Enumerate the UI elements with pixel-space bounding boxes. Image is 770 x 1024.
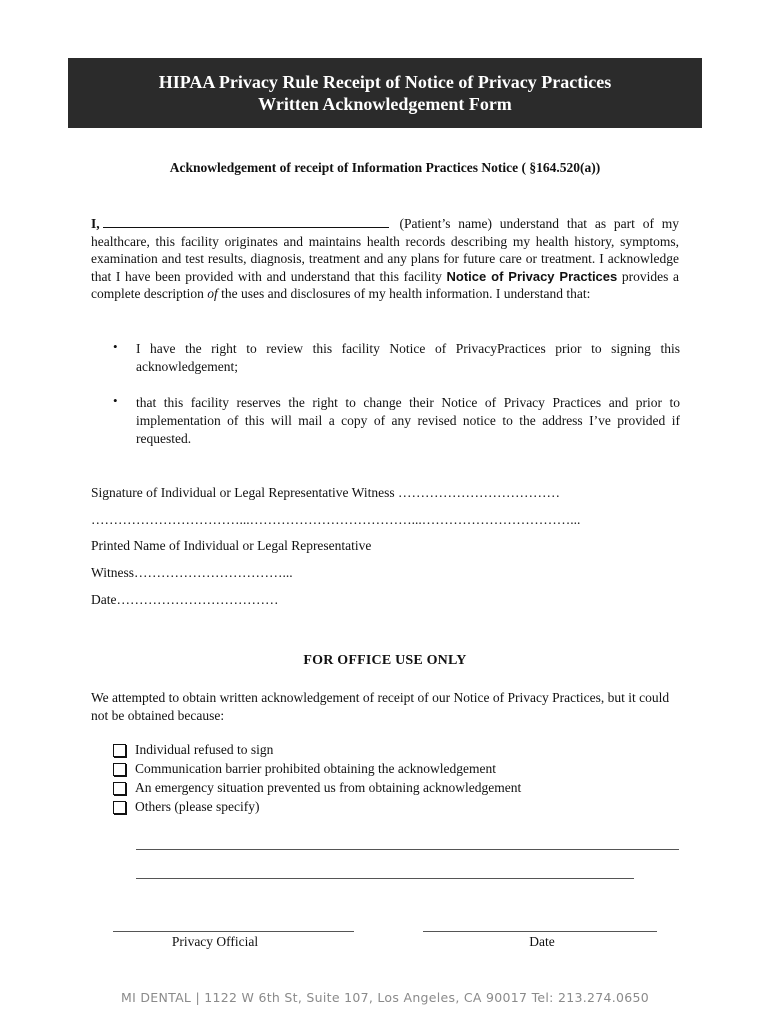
intro-paragraph <box>91 213 679 303</box>
option-communication-barrier[interactable] <box>113 760 496 778</box>
form-title-line2: Written Acknowledgement Form <box>258 94 512 114</box>
checkbox-icon[interactable] <box>113 782 126 795</box>
option-emergency[interactable] <box>113 779 521 797</box>
checkbox-icon[interactable] <box>113 801 126 814</box>
option-label: Communication barrier prohibited obtaining the acknowledgement <box>135 761 497 776</box>
witness-line[interactable]: Witness……………………………... <box>91 565 293 580</box>
date-signature-line[interactable] <box>423 931 657 932</box>
form-header <box>68 58 702 128</box>
date-line[interactable]: Date……………………………… <box>91 592 279 607</box>
form-title-line1: HIPAA Privacy Rule Receipt of Notice of Privacy Practices <box>158 72 612 92</box>
specify-line-2[interactable] <box>136 878 634 879</box>
intro-italic-word: of <box>207 286 218 301</box>
privacy-official-label: Privacy Official <box>171 934 259 949</box>
date-label: Date <box>529 934 555 949</box>
intro-text-mid: provides a complete description <box>91 268 680 301</box>
bullet-2-symbol: • <box>113 393 118 408</box>
office-use-title: FOR OFFICE USE ONLY <box>303 653 467 668</box>
signature-dots-line[interactable]: ……………………………...………………………………...……………………………... <box>91 512 581 527</box>
option-label: Individual refused to sign <box>135 742 274 757</box>
checkbox-icon[interactable] <box>113 744 126 757</box>
option-label: Others (please specify) <box>135 799 260 814</box>
privacy-official-signature-line[interactable] <box>113 931 354 932</box>
intro-text: (Patient’s name) understand that as part of my healthcare, this facility originates and maintains health records describing my health history, symptoms, examination and test results, diagnosis, treatment and any plans for future care or treatment. I acknowledge that I have been provided with and understand that this facility <box>91 216 680 284</box>
bullet-1: I have the right to review this facility Notice of PrivacyPractices prior to signing this acknowledgement; <box>136 341 680 374</box>
option-others[interactable] <box>113 798 259 816</box>
option-label: An emergency situation prevented us from obtaining acknowledgement <box>135 780 522 795</box>
footer-address: MI DENTAL | 1122 W 6th St, Suite 107, Los Angeles, CA 90017 Tel: 213.274.0650 <box>120 990 650 1005</box>
specify-line-1[interactable] <box>136 849 679 850</box>
notice-phrase: Notice of Privacy Practices <box>446 268 618 284</box>
checkbox-icon[interactable] <box>113 763 126 776</box>
printed-name-label: Printed Name of Individual or Legal Representative <box>91 538 372 553</box>
form-subtitle: Acknowledgement of receipt of Information Practices Notice ( §164.520(a)) <box>169 160 601 175</box>
bullet-2: that this facility reserves the right to change their Notice of Privacy Practices and prior to implementation of this will mail a copy of any revised notice to the address I’ve provided if requested. <box>136 395 680 446</box>
intro-prefix: I, <box>91 216 100 231</box>
patient-name-field[interactable] <box>103 213 389 228</box>
signature-line[interactable]: Signature of Individual or Legal Representative Witness ……………………………… <box>91 485 560 500</box>
option-refused[interactable] <box>113 741 273 759</box>
office-description: We attempted to obtain written acknowledgement of receipt of our Notice of Privacy Practices, but it could not be obtained because: <box>91 690 670 723</box>
bullet-1-symbol: • <box>113 339 118 354</box>
intro-text-end: the uses and disclosures of my health information. I understand that: <box>221 286 591 301</box>
